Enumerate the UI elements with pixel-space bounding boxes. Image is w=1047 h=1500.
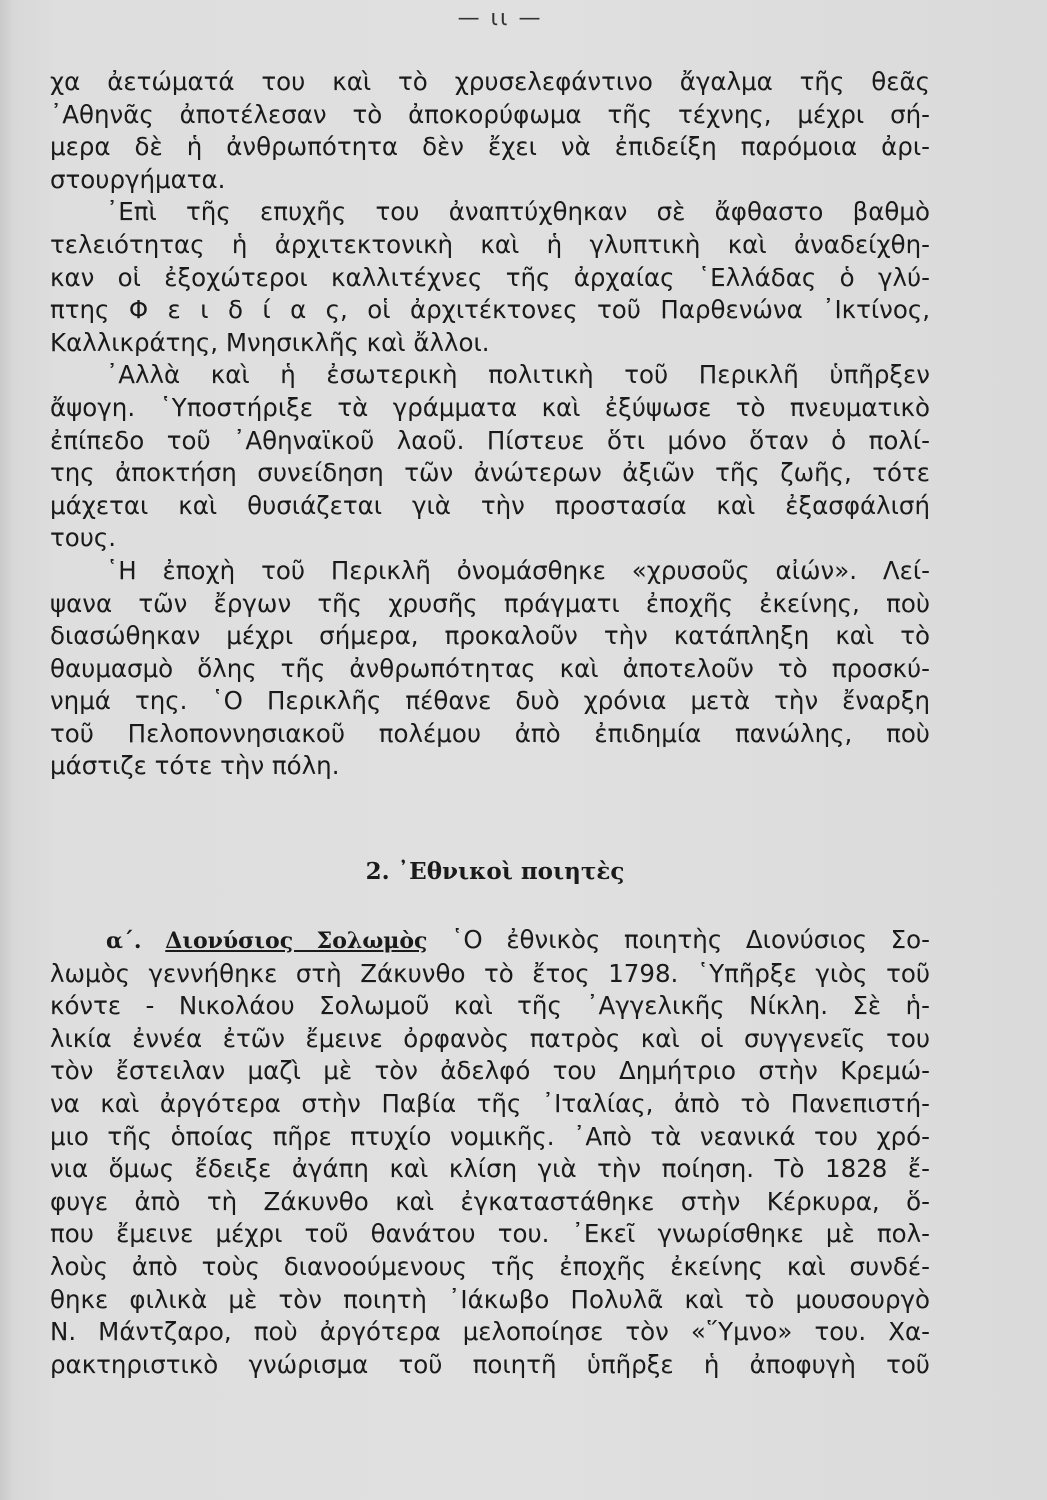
text-line: λοὺς ἀπὸ τοὺς διανοούμενους τῆς ἐποχῆς ἐκείνης καὶ συνδέ- <box>50 1251 930 1281</box>
subsection-first-line <box>50 924 930 958</box>
text-line: Καλλικράτης, Μνησικλῆς καὶ ἄλλοι. <box>50 327 490 357</box>
text-line: φυγε ἀπὸ τὴ Ζάκυνθο καὶ ἐγκαταστάθηκε στὴν Κέρκυρα, ὅ- <box>50 1186 930 1216</box>
text-line: μιο τῆς ὁποίας πῆρε πτυχίο νομικῆς. ᾿Απὸ τὰ νεανικά του χρό- <box>50 1121 930 1151</box>
text-line: μάχεται καὶ θυσιάζεται γιὰ τὴν προστασία καὶ ἐξασφάλισή <box>50 490 930 520</box>
text-line: διασώθηκαν μέχρι σήμερα, προκαλοῦν τὴν κατάπληξη καὶ τὸ <box>50 621 930 651</box>
text-line: θαυμασμὸ ὅλης τῆς ἀνθρωπότητας καὶ ἀποτελοῦν τὸ προσκύ- <box>50 653 930 683</box>
text-line: ρακτηριστικὸ γνώρισμα τοῦ ποιητῆ ὑπῆρξε ἡ ἀποφυγὴ τοῦ <box>50 1349 930 1379</box>
body-text-top <box>50 66 930 783</box>
text-line: νια ὅμως ἔδειξε ἀγάπη καὶ κλίση γιὰ τὴν ποίηση. Τὸ 1828 ἔ- <box>50 1154 930 1184</box>
text-line: τους. <box>50 523 117 553</box>
text-line: πτης Φ ε ι δ ί α ς, οἱ ἀρχιτέκτονες τοῦ Παρθενώνα ᾿Ικτίνος, <box>50 295 930 325</box>
text-line: ᾿Αλλὰ καὶ ἡ ἐσωτερικὴ πολιτικὴ τοῦ Περικλῆ ὑπῆρξεν <box>106 360 930 390</box>
body-text-solomos <box>50 924 930 1381</box>
text-line: χα ἀετώματά του καὶ τὸ χρυσελεφάντινο ἄγαλμα τῆς θεᾶς <box>50 67 930 96</box>
text-line: της ἀποκτήση συνείδηση τῶν ἀνώτερων ἀξιῶν τῆς ζωῆς, τότε <box>50 458 930 488</box>
subsection-number: α΄. <box>106 928 142 954</box>
text-line: τοῦ Πελοποννησιακοῦ πολέμου ἀπὸ ἐπιδημία πανώλης, ποὺ <box>50 718 930 748</box>
text-line: τὸν ἔστειλαν μαζὶ μὲ τὸν ἀδελφό του Δημήτριο στὴν Κρεμώ- <box>50 1056 930 1086</box>
text-line: ᾿Επὶ τῆς επυχῆς του ἀναπτύχθηκαν σὲ ἄφθαστο βαθμὸ <box>106 197 930 227</box>
text-line: λικία ἐννέα ἐτῶν ἔμεινε ὀρφανὸς πατρὸς καὶ οἱ συγγενεῖς του <box>50 1023 930 1053</box>
section-heading: 2. ᾿Εθνικοὶ ποιητὲς <box>365 858 625 885</box>
text-line: θηκε φιλικὰ μὲ τὸν ποιητὴ ᾿Ιάκωβο Πολυλᾶ καὶ τὸ μουσουργὸ <box>50 1284 930 1314</box>
text-line: τελειότητας ἡ ἀρχιτεκτονικὴ καὶ ἡ γλυπτικὴ καὶ ἀναδείχθη- <box>50 229 930 259</box>
text-line: που ἔμεινε μέχρι τοῦ θανάτου του. ᾿Εκεῖ γνωρίσθηκε μὲ πολ- <box>50 1219 930 1249</box>
text-line: μερα δὲ ἡ ἀνθρωπότητα δὲν ἔχει νὰ ἐπιδείξη παρόμοια ἀρι- <box>50 132 930 162</box>
text-line: νημά της. ῾Ο Περικλῆς πέθανε δυὸ χρόνια μετὰ τὴν ἔναρξη <box>50 686 930 716</box>
text-line: Ν. Μάντζαρο, ποὺ ἀργότερα μελοποίησε τὸν «῞Υμνο» του. Χα- <box>50 1317 930 1347</box>
text-line: ῾Η ἐποχὴ τοῦ Περικλῆ ὀνομάσθηκε «χρυσοῦς αἰών». Λεί- <box>106 555 930 585</box>
text-line: κόντε - Νικολάου Σολωμοῦ καὶ τῆς ᾿Αγγελικῆς Νίκλη. Σὲ ἡ- <box>50 991 930 1021</box>
text-line: ἄψογη. ῾Υποστήριξε τὰ γράμματα καὶ ἐξύψωσε τὸ πνευματικὸ <box>50 392 930 422</box>
text-line: ἐπίπεδο τοῦ ᾿Αθηναϊκοῦ λαοῦ. Πίστευε ὅτι μόνο ὅταν ὁ πολί- <box>50 425 930 455</box>
text-line: ᾿Αθηνᾶς ἀποτέλεσαν τὸ ἀποκορύφωμα τῆς τέχνης, μέχρι σή- <box>50 99 930 129</box>
text-line: μάστιζε τότε τὴν πόλη. <box>50 751 340 781</box>
subsection-first-line-text: ῾Ο ἐθνικὸς ποιητὴς Διονύσιος Σο- <box>451 925 930 954</box>
text-line: ψανα τῶν ἔργων τῆς χρυσῆς πράγματι ἐποχῆς ἐκείνης, ποὺ <box>50 588 930 618</box>
text-line: καν οἱ ἐξοχώτεροι καλλιτέχνες τῆς ἀρχαίας ῾Ελλάδας ὁ γλύ- <box>50 262 930 292</box>
subsection-title: Διονύσιος Σολωμὸς <box>165 928 428 954</box>
text-line: λωμὸς γεννήθηκε στὴ Ζάκυνθο τὸ ἔτος 1798. ῾Υπῆρξε γιὸς τοῦ <box>50 958 930 988</box>
page-number: — ιι — <box>457 6 543 31</box>
text-line: να καὶ ἀργότερα στὴν Παβία τῆς ᾿Ιταλίας, ἀπὸ τὸ Πανεπιστή- <box>50 1088 930 1118</box>
text-line: στουργήματα. <box>50 164 226 194</box>
